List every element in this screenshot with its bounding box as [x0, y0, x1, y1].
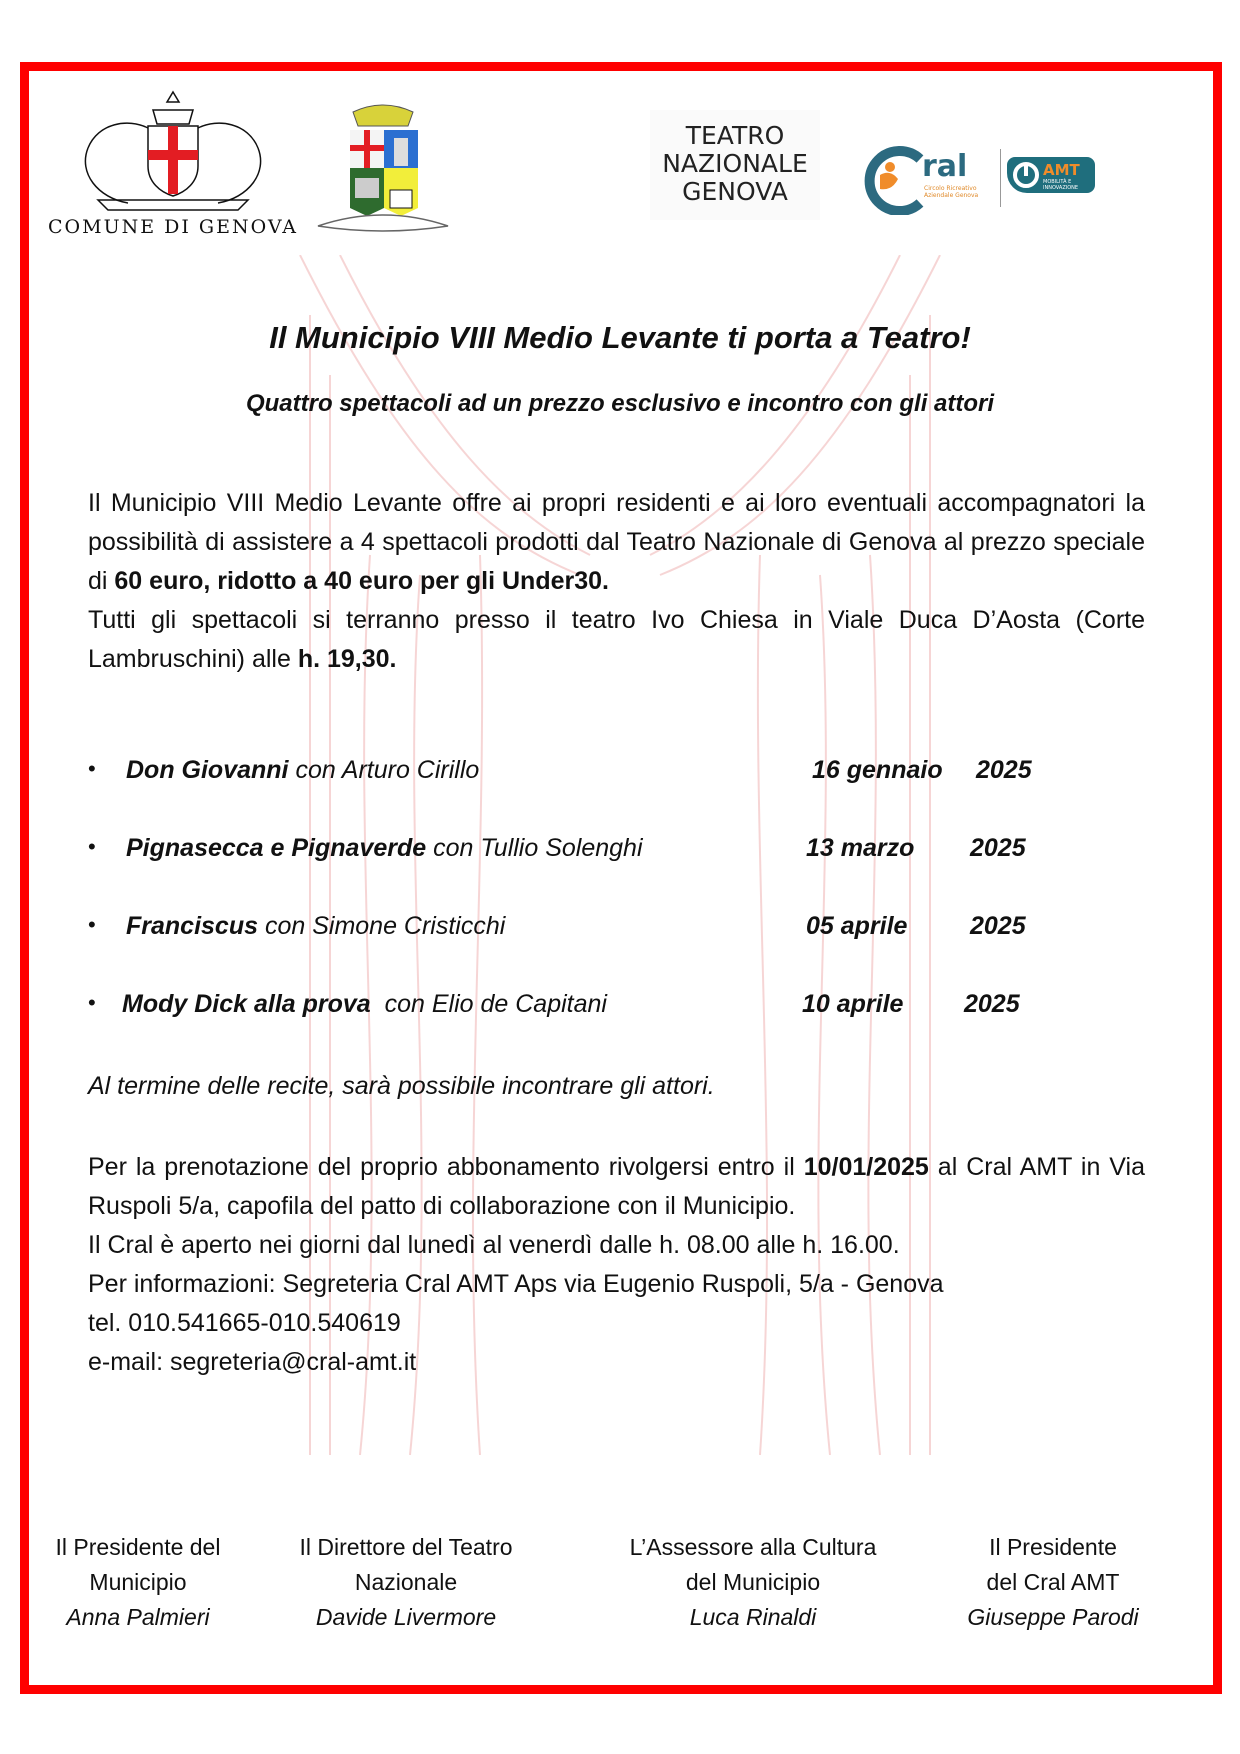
- signature-name: Giuseppe Parodi: [967, 1604, 1139, 1630]
- bullet: •: [88, 756, 96, 781]
- page-subtitle: Quattro spettacoli ad un prezzo esclusivo e incontro con gli attori: [245, 390, 995, 417]
- offer-text: Il Municipio VIII Medio Levante offre ai propri residenti e ai loro eventuali accompagnatori la possibilità di assistere a 4 spettacoli prodotti dal Teatro Nazionale di Genova al prezzo speciale di: [88, 489, 1145, 595]
- booking-deadline: 10/01/2025: [803, 1153, 929, 1181]
- intro-paragraph-offer: [88, 484, 1145, 601]
- signatures: [48, 1530, 1198, 1640]
- signature-role: del Cral AMT: [986, 1569, 1120, 1595]
- event-title: Don Giovanni: [126, 756, 289, 784]
- booking-paragraph: [88, 1148, 1145, 1226]
- amt-wordmark: AMT: [1043, 161, 1080, 179]
- venue-time: h. 19,30.: [297, 645, 397, 673]
- event-cast: con Elio de Capitani: [370, 990, 607, 1018]
- signature-block: [48, 1530, 228, 1635]
- event-year: 2025: [970, 834, 1026, 862]
- booking-location: al Cral AMT in Via Ruspoli 5/a, capofila del patto di collaborazione con il Municipio.: [88, 1153, 1145, 1220]
- signature-role: Il Direttore del Teatro: [299, 1534, 513, 1560]
- signature-block: [608, 1530, 898, 1635]
- comune-di-genova-logo: [48, 88, 298, 248]
- booking-text: Per la prenotazione del proprio abbonamento rivolgersi entro il: [88, 1153, 804, 1181]
- contact-info: Per informazioni: Segreteria Cral AMT Aps via Eugenio Ruspoli, 5/a - Genova: [88, 1270, 944, 1298]
- contact-phone: tel. 010.541665-010.540619: [88, 1309, 401, 1337]
- teatro-logo-line1: TEATRO: [685, 121, 785, 150]
- event-year: 2025: [976, 756, 1032, 784]
- venue-text: Tutti gli spettacoli si terranno presso il teatro Ivo Chiesa in Viale Duca D’Aosta (Corte Lambruschini) alle: [88, 606, 1145, 673]
- municipio-viii-logo: [308, 98, 458, 248]
- cral-c-emblem-icon: [862, 145, 924, 215]
- event-date: 16 gennaio: [812, 756, 943, 784]
- event-date: 13 marzo: [806, 834, 915, 862]
- event-cast: con Arturo Cirillo: [288, 756, 480, 784]
- intro-paragraph-venue: [88, 601, 1145, 679]
- opening-hours: Il Cral è aperto nei giorni dal lunedì al venerdì dalle h. 08.00 alle h. 16.00.: [88, 1231, 900, 1259]
- bullet: •: [88, 834, 96, 859]
- signature-role: Il Presidente del: [55, 1534, 221, 1560]
- comune-di-genova-text: COMUNE DI GENOVA: [48, 216, 298, 238]
- teatro-logo-line2: NAZIONALE: [662, 149, 808, 178]
- genova-coat-of-arms-icon: [48, 88, 298, 213]
- cral-amt-logo: [862, 145, 1098, 215]
- signature-block: [948, 1530, 1158, 1635]
- cral-subtitle-2: Aziendale Genova: [924, 192, 979, 199]
- signature-role: Municipio: [89, 1569, 187, 1595]
- event-year: 2025: [970, 912, 1026, 940]
- signature-role: L’Assessore alla Cultura: [629, 1534, 877, 1560]
- municipio-viii-coat-of-arms-icon: [308, 98, 458, 248]
- signature-block: [276, 1530, 536, 1635]
- amt-subtitle-1: MOBILITÀ E: [1043, 179, 1072, 185]
- logo-divider: [1000, 149, 1001, 207]
- cral-subtitle-1: Circolo Ricreativo: [924, 185, 977, 192]
- signature-name: Davide Livermore: [315, 1604, 497, 1630]
- signature-name: Anna Palmieri: [66, 1604, 210, 1630]
- events-list: [88, 756, 1088, 1068]
- amt-badge: [1007, 157, 1095, 193]
- event-item: [88, 834, 1088, 912]
- teatro-nazionale-genova-logo: [650, 110, 820, 220]
- amt-subtitle-2: INNOVAZIONE: [1043, 185, 1079, 191]
- signature-role: Il Presidente: [989, 1534, 1117, 1560]
- bullet: •: [88, 912, 96, 937]
- closing-note: Al termine delle recite, sarà possibile incontrare gli attori.: [88, 1072, 715, 1100]
- event-item: [88, 756, 1088, 834]
- event-title: Mody Dick alla prova: [122, 990, 371, 1018]
- amt-power-icon: [1011, 160, 1041, 190]
- event-date: 10 aprile: [802, 990, 904, 1018]
- signature-name: Luca Rinaldi: [689, 1604, 817, 1630]
- event-date: 05 aprile: [806, 912, 908, 940]
- signature-role: del Municipio: [685, 1569, 821, 1595]
- contact-email[interactable]: e-mail: segreteria@cral-amt.it: [88, 1348, 417, 1376]
- offer-price: 60 euro, ridotto a 40 euro per gli Under30.: [114, 567, 609, 595]
- event-cast: con Tullio Solenghi: [426, 834, 643, 862]
- event-item: [88, 990, 1088, 1068]
- signature-role: Nazionale: [354, 1569, 458, 1595]
- event-cast: con Simone Cristicchi: [258, 912, 506, 940]
- event-title: Pignasecca e Pignaverde: [126, 834, 427, 862]
- booking-section: [88, 1148, 1145, 1382]
- teatro-logo-line3: GENOVA: [682, 177, 788, 206]
- cral-wordmark: ral: [922, 149, 968, 184]
- intro-section: [88, 484, 1145, 679]
- event-item: [88, 912, 1088, 990]
- bullet: •: [88, 990, 96, 1015]
- event-title: Franciscus: [126, 912, 259, 940]
- page-title: Il Municipio VIII Medio Levante ti porta a Teatro!: [269, 320, 971, 355]
- event-year: 2025: [964, 990, 1020, 1018]
